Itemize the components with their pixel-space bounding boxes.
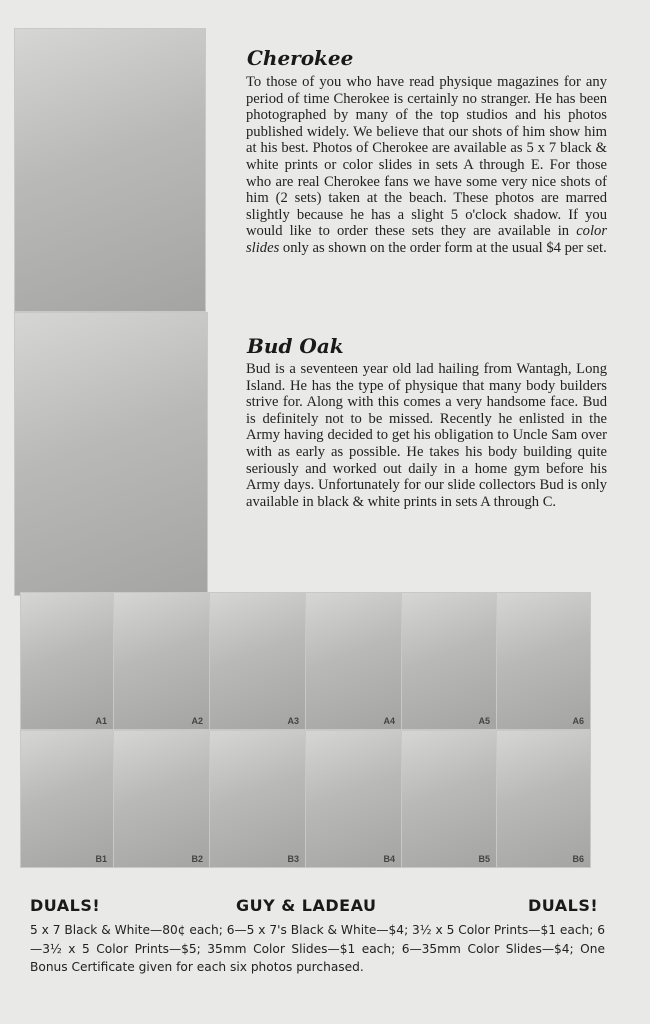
cherokee-description: To those of you who have read physique magazines for any period of time Cherokee is certainly no stranger. He has been photographed by many of the top studios and his photos published widely. We believe that our shots of him show him at his best. Photos of Cherokee are available as 5 x 7 black & white prints or color slides in sets A through E. For those who are real Cherokee fans we have some very nice shots of him (2 sets) taken at the beach. These photos are marred slightly because he has a slight 5 o'clock shadow. If you would like to order these sets they are available in color slides only as shown on the order form at the usual $4 per set. [246,74,607,256]
cherokee-photo [14,28,206,312]
grid-photo-b2: B2 [113,730,210,868]
grid-photo-a3: A3 [209,592,306,730]
duals-heading-right: DUALS! [528,896,599,915]
duals-heading-left: DUALS! [30,896,101,915]
bud-oak-photo [14,312,208,596]
grid-photo-a4: A4 [305,592,402,730]
grid-photo-b1: B1 [20,730,114,868]
grid-photo-b4: B4 [305,730,402,868]
grid-photo-a2: A2 [113,592,210,730]
grid-photo-b3: B3 [209,730,306,868]
grid-photo-a6: A6 [496,592,591,730]
bud-oak-heading: Bud Oak [247,334,344,358]
grid-photo-b6: B6 [496,730,591,868]
color-slides-emphasis: color slides [246,223,607,256]
grid-photo-a5: A5 [401,592,497,730]
grid-photo-a1: A1 [20,592,114,730]
guy-ladeau-heading: GUY & LADEAU [236,896,377,915]
pricing-text: 5 x 7 Black & White—80¢ each; 6—5 x 7's Black & White—$4; 3½ x 5 Color Prints—$1 each; 6—3½ x 5 Color Prints—$5; 35mm Color Slides—$1 each; 6—35mm Color Slides—$4; One Bonus Certificate given for each six photos purchased. [30,923,605,974]
cherokee-heading: Cherokee [247,46,354,70]
bud-oak-description: Bud is a seventeen year old lad hailing from Wantagh, Long Island. He has the type of physique that many body builders strive for. Along with this comes a very handsome face. Bud is definitely not to be missed. Recently he enlisted in the Army having decided to get his obligation to Uncle Sam over with as early as possible. He takes his body building quite seriously and worked out daily in a home gym before his Army days. Unfortunately for our slide collectors Bud is only available in black & white prints in sets A through C. [246,361,607,510]
grid-photo-b5: B5 [401,730,497,868]
